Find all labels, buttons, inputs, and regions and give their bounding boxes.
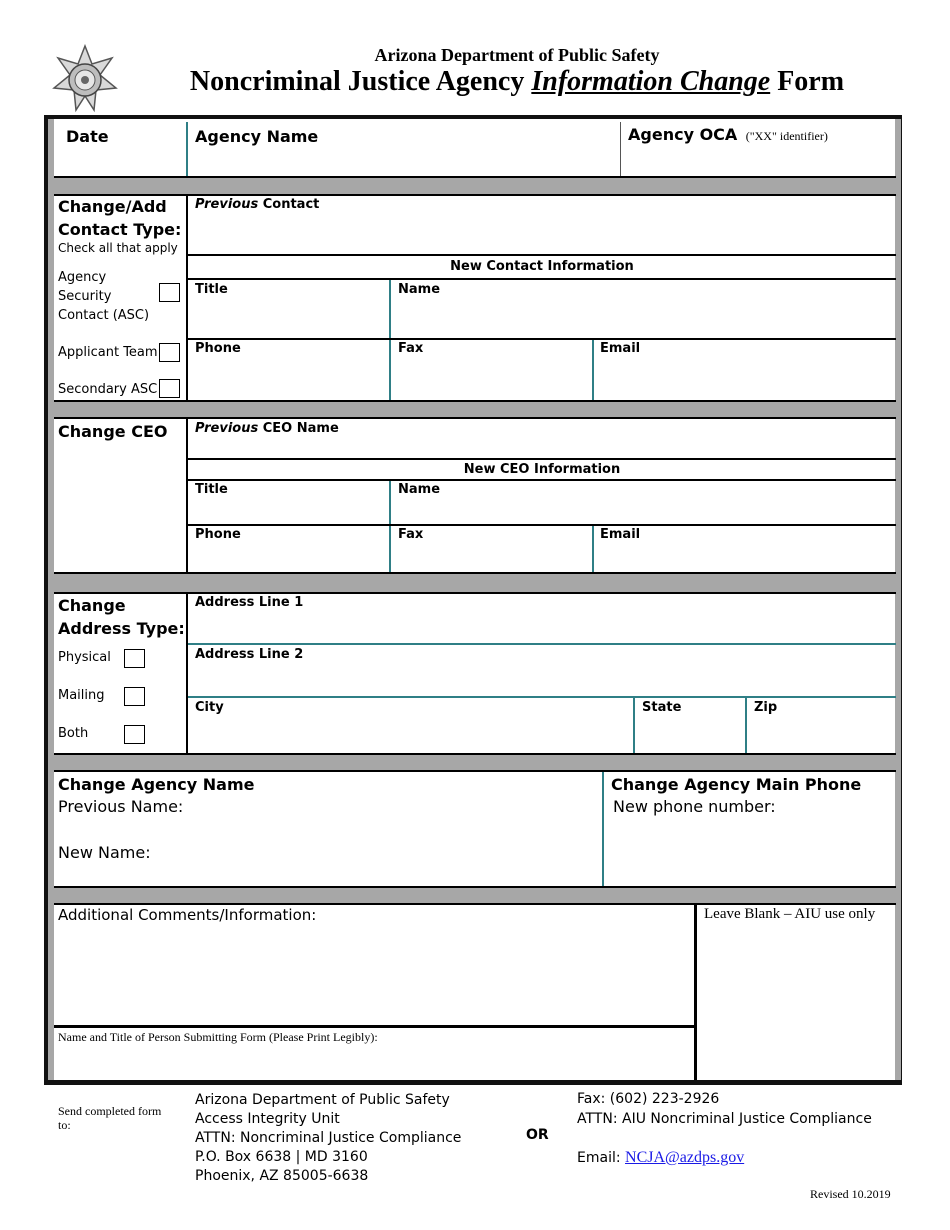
check-all-note: Check all that apply xyxy=(58,241,178,255)
new-phone-field[interactable] xyxy=(610,822,893,882)
previous-contact-label: Previous Contact xyxy=(195,197,320,212)
asc-label: Agency Security Contact (ASC) xyxy=(58,270,150,323)
or-label: OR xyxy=(526,1127,549,1143)
applicant-team-label: Applicant Team xyxy=(58,345,158,360)
contact-email-field[interactable] xyxy=(596,360,893,398)
contact-type-heading: Change/Add Contact Type: xyxy=(58,197,182,239)
previous-name-label: Previous Name: xyxy=(58,797,184,816)
ceo-name-label: Name xyxy=(398,482,441,497)
agency-oca-label: Agency OCA ("XX" identifier) xyxy=(628,125,828,144)
physical-label: Physical xyxy=(58,650,111,665)
date-field[interactable] xyxy=(56,150,184,174)
asc-checkbox[interactable] xyxy=(159,283,180,302)
frame-left-rail xyxy=(48,119,54,1080)
physical-checkbox[interactable] xyxy=(124,649,145,668)
email-link[interactable]: NCJA@azdps.gov xyxy=(625,1149,745,1166)
new-name-field[interactable] xyxy=(160,842,596,864)
agency-name-label: Agency Name xyxy=(195,127,319,146)
ceo-email-field[interactable] xyxy=(596,546,893,570)
address-line2-label: Address Line 2 xyxy=(195,647,304,662)
new-name-label: New Name: xyxy=(58,843,151,862)
contact-email-label: Email xyxy=(600,341,641,356)
contact-title-label: Title xyxy=(195,282,228,297)
ceo-title-label: Title xyxy=(195,482,228,497)
aiu-use-only-label: Leave Blank – AIU use only xyxy=(704,906,876,922)
new-phone-label: New phone number: xyxy=(613,797,776,816)
department-name: Arizona Department of Public Safety xyxy=(374,45,660,65)
city-label: City xyxy=(195,700,224,715)
agency-name-field[interactable] xyxy=(190,150,618,174)
comments-label: Additional Comments/Information: xyxy=(58,906,317,924)
fax-number: Fax: (602) 223-2926 xyxy=(577,1091,720,1107)
email-line: Email: NCJA@azdps.gov xyxy=(577,1149,745,1166)
change-agency-name-heading: Change Agency Name xyxy=(58,775,255,794)
zip-label: Zip xyxy=(754,700,778,715)
separator-band xyxy=(48,401,901,418)
applicant-team-checkbox[interactable] xyxy=(159,343,180,362)
secondary-asc-label: Secondary ASC xyxy=(58,382,158,397)
ceo-fax-label: Fax xyxy=(398,527,424,542)
previous-ceo-field[interactable] xyxy=(190,440,894,457)
mailing-address: Arizona Department of Public Safety Access Integrity Unit ATTN: Noncriminal Justice Compliance P.O. Box 6638 | MD 3160 Phoenix, AZ 85005-6638 xyxy=(195,1092,462,1184)
submitter-field[interactable] xyxy=(56,1046,690,1076)
city-field[interactable] xyxy=(190,718,630,750)
both-checkbox[interactable] xyxy=(124,725,145,744)
separator-band xyxy=(48,888,901,904)
change-agency-phone-heading: Change Agency Main Phone xyxy=(611,775,862,794)
ceo-email-label: Email xyxy=(600,527,641,542)
change-ceo-heading: Change CEO xyxy=(58,422,168,441)
contact-fax-label: Fax xyxy=(398,341,424,356)
ceo-fax-field[interactable] xyxy=(393,546,589,570)
new-ceo-info-heading: New CEO Information xyxy=(463,462,621,477)
ceo-name-field[interactable] xyxy=(393,500,893,522)
contact-name-field[interactable] xyxy=(393,300,893,336)
previous-contact-field[interactable] xyxy=(190,216,894,253)
contact-name-label: Name xyxy=(398,282,441,297)
address-line1-label: Address Line 1 xyxy=(195,595,304,610)
revised-date: Revised 10.2019 xyxy=(810,1187,891,1201)
mailing-checkbox[interactable] xyxy=(124,687,145,706)
secondary-asc-checkbox[interactable] xyxy=(159,379,180,398)
date-label: Date xyxy=(66,127,109,146)
state-field[interactable] xyxy=(637,718,742,750)
previous-ceo-label: Previous CEO Name xyxy=(195,421,339,436)
ceo-phone-label: Phone xyxy=(195,527,241,542)
zip-field[interactable] xyxy=(749,718,893,750)
ceo-title-field[interactable] xyxy=(190,500,386,522)
contact-phone-label: Phone xyxy=(195,341,241,356)
contact-phone-field[interactable] xyxy=(190,360,386,398)
mailing-label: Mailing xyxy=(58,688,105,703)
change-address-heading: Change Address Type: xyxy=(58,596,185,638)
fax-attn: ATTN: AIU Noncriminal Justice Compliance xyxy=(577,1111,872,1127)
contact-title-field[interactable] xyxy=(190,300,386,336)
submitter-label: Name and Title of Person Submitting Form (Please Print Legibly): xyxy=(58,1030,378,1044)
agency-oca-field[interactable] xyxy=(624,150,894,174)
contact-fax-field[interactable] xyxy=(393,360,589,398)
separator-band xyxy=(48,177,901,194)
comments-field[interactable] xyxy=(56,928,690,1022)
form-title: Noncriminal Justice Agency Information Change Form xyxy=(189,66,845,97)
new-contact-info-heading: New Contact Information xyxy=(450,259,634,274)
separator-band xyxy=(48,574,901,593)
send-to-label: Send completed form to: xyxy=(58,1104,162,1132)
state-label: State xyxy=(642,700,682,715)
both-label: Both xyxy=(58,726,89,741)
address-line2-field[interactable] xyxy=(190,666,894,694)
address-line1-field[interactable] xyxy=(190,614,894,642)
previous-name-field[interactable] xyxy=(200,796,596,818)
separator-band xyxy=(48,755,901,771)
ceo-phone-field[interactable] xyxy=(190,546,386,570)
